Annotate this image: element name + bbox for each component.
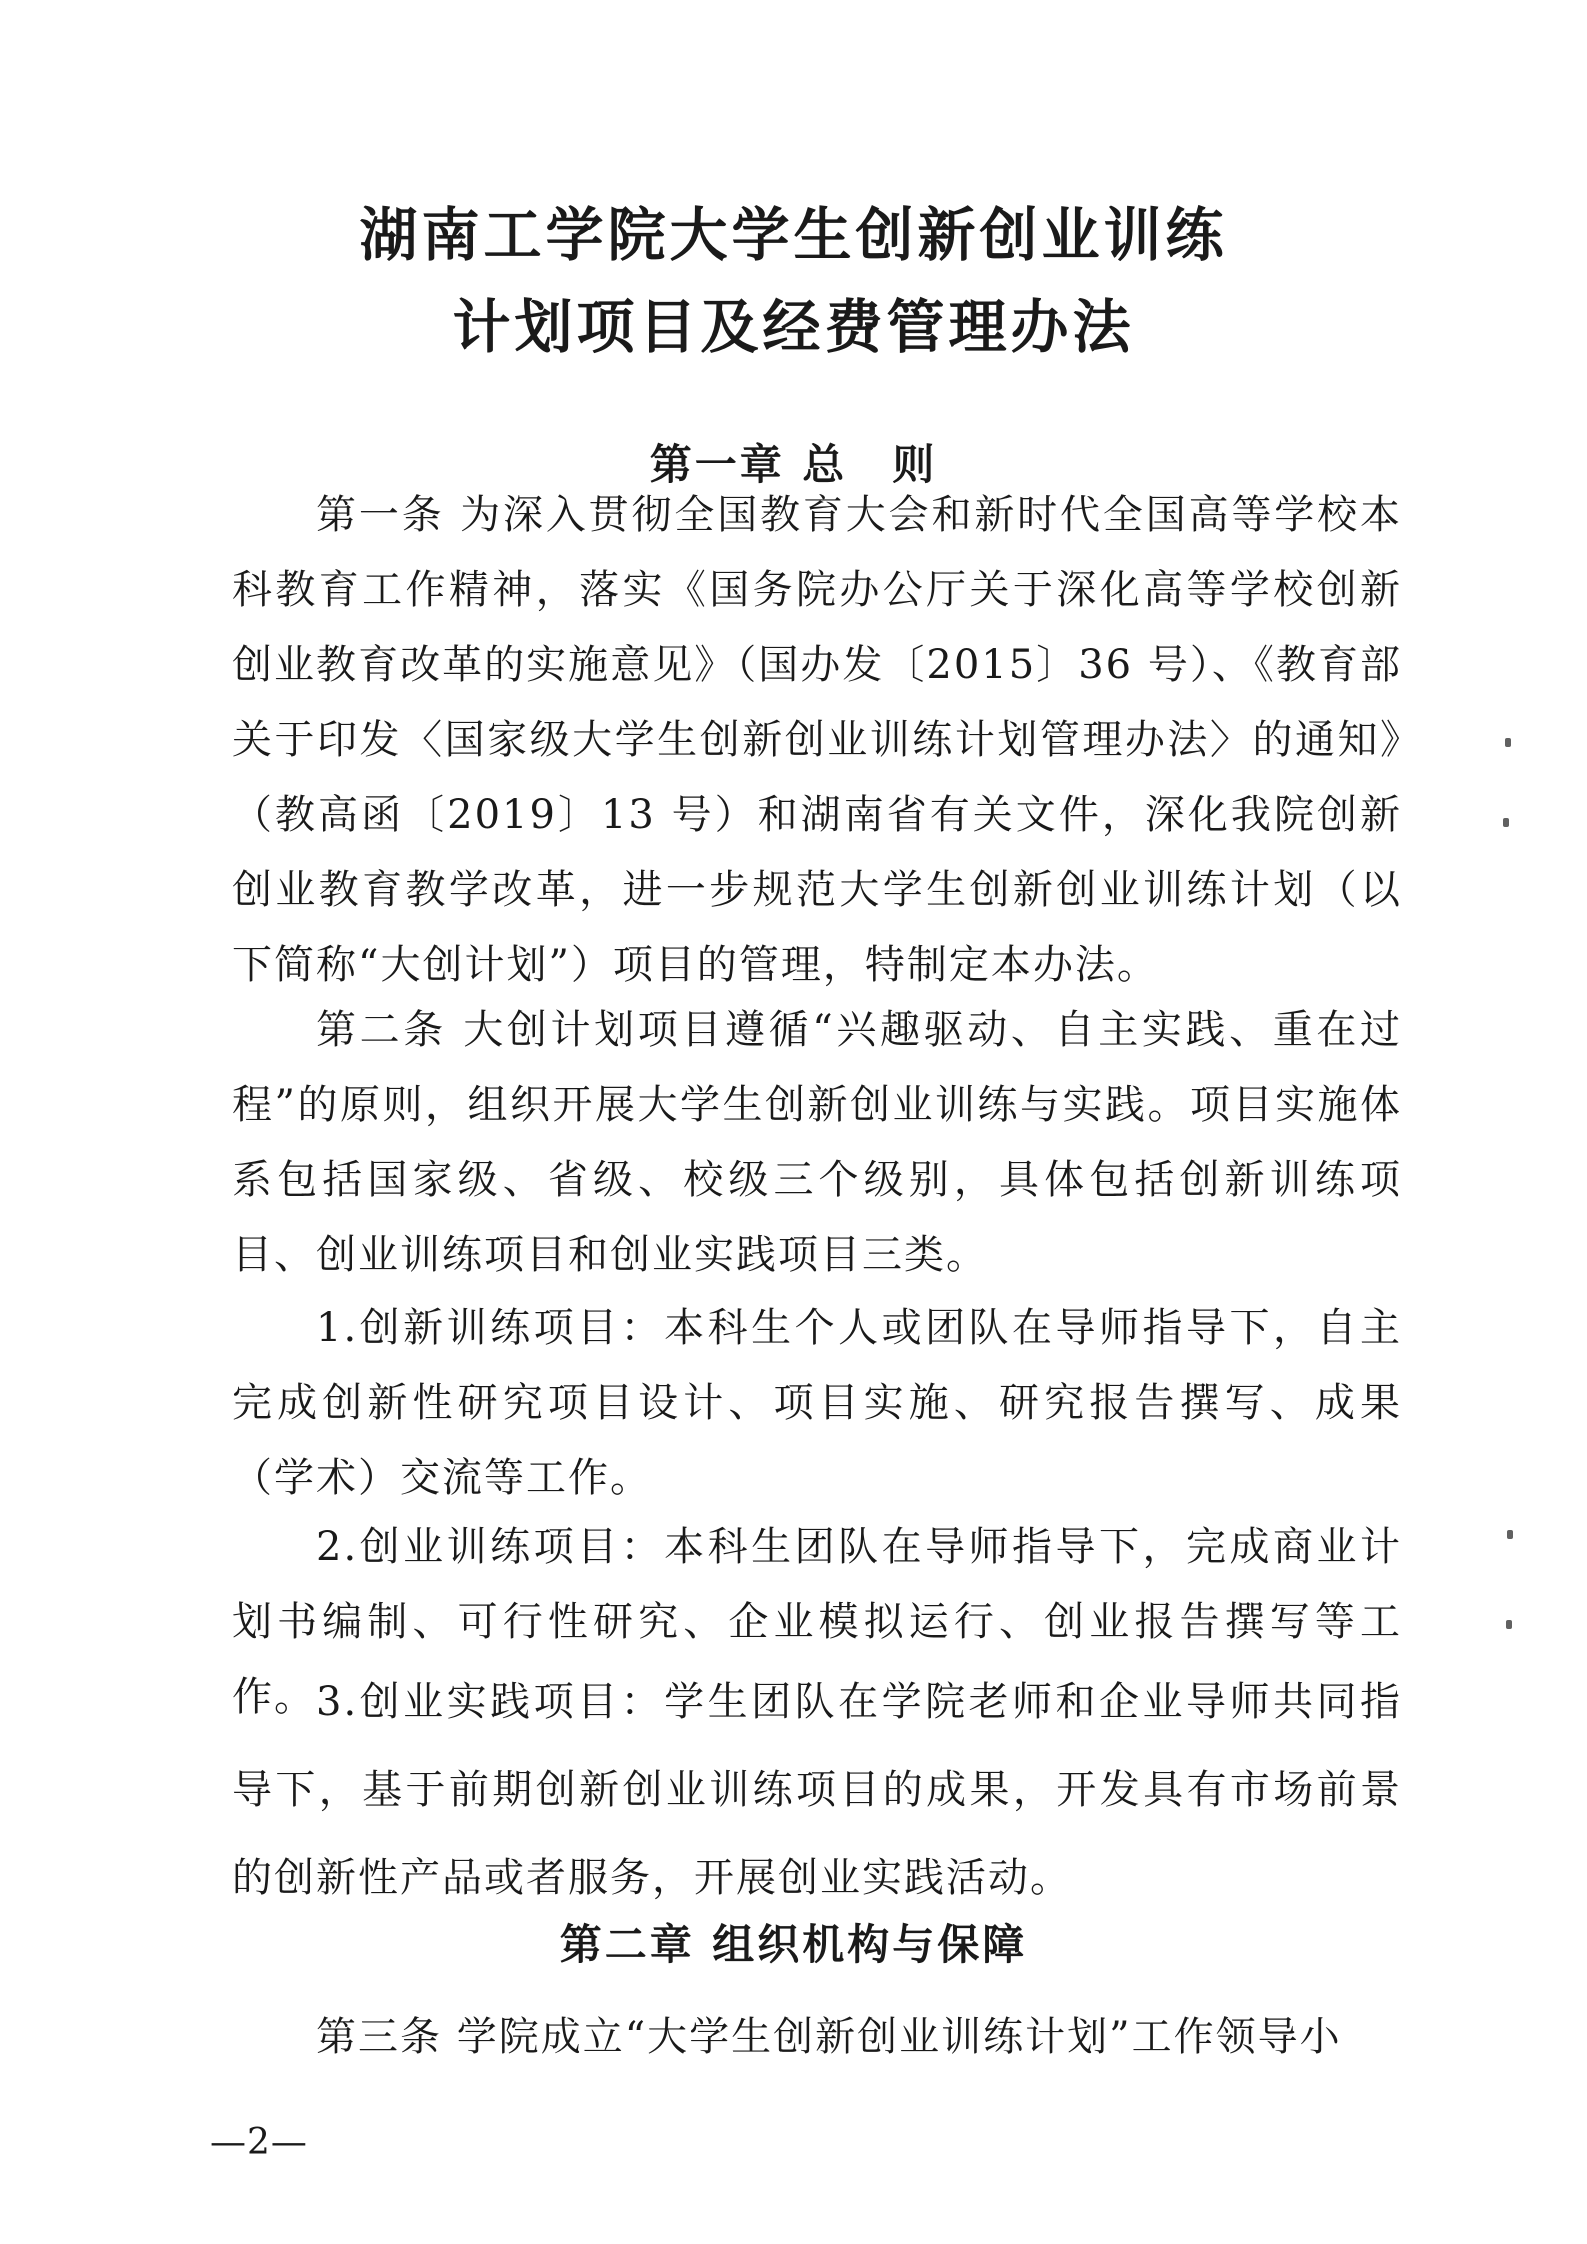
article-2-paragraph: 第二条 大创计划项目遵循“兴趣驱动、自主实践、重在过程”的原则，组织开展大学生创新创业训练与实践。项目实施体系包括国家级、省级、校级三个级别，具体包括创新训练项目、创业训练项目和创业实践项目三类。 xyxy=(232,1007,1402,1278)
list-item-entrepreneurship-practice: 3.创业实践项目：学生团队在学院老师和企业导师共同指导下，基于前期创新创业训练项目的成果，开发具有市场前景的创新性产品或者服务，开展创业实践活动。 xyxy=(232,1679,1402,1901)
article-3-paragraph: 第三条 学院成立“大学生创新创业训练计划”工作领导小 xyxy=(316,2014,1342,2060)
chapter-2-heading: 第二章 组织机构与保障 xyxy=(559,1920,1028,1969)
list-item-innovation-training: 1.创新训练项目：本科生个人或团队在导师指导下，自主完成创新性研究项目设计、项目实施、研究报告撰写、成果（学术）交流等工作。 xyxy=(232,1305,1402,1501)
scan-speck xyxy=(1505,738,1511,747)
document-title-line-1: 湖南工学院大学生创新创业训练 xyxy=(359,201,1228,269)
document-title-line-2: 计划项目及经费管理办法 xyxy=(452,293,1135,361)
list-item-entrepreneurship-training: 2.创业训练项目：本科生团队在导师指导下，完成商业计划书编制、可行性研究、企业模拟运行、创业报告撰写等工作。 xyxy=(232,1524,1402,1720)
article-1-paragraph: 第一条 为深入贯彻全国教育大会和新时代全国高等学校本科教育工作精神，落实《国务院办公厅关于深化高等学校创新创业教育改革的实施意见》（国办发〔2015〕36 号）、《教育部关于印发〈国家级大学生创新创业训练计划管理办法〉的通知》（教高函〔2019〕13 号）和湖南省有关文件，深化我院创新创业教育教学改革，进一步规范大学生创新创业训练计划（以下简称“大创计划”）项目的管理，特制定本办法。 xyxy=(232,492,1402,988)
page-number: —2— xyxy=(210,2122,308,2163)
chapter-1-heading: 第一章 总 则 xyxy=(649,440,938,489)
scan-speck xyxy=(1507,1530,1513,1539)
scan-speck xyxy=(1506,1620,1512,1629)
scan-speck xyxy=(1503,818,1509,827)
